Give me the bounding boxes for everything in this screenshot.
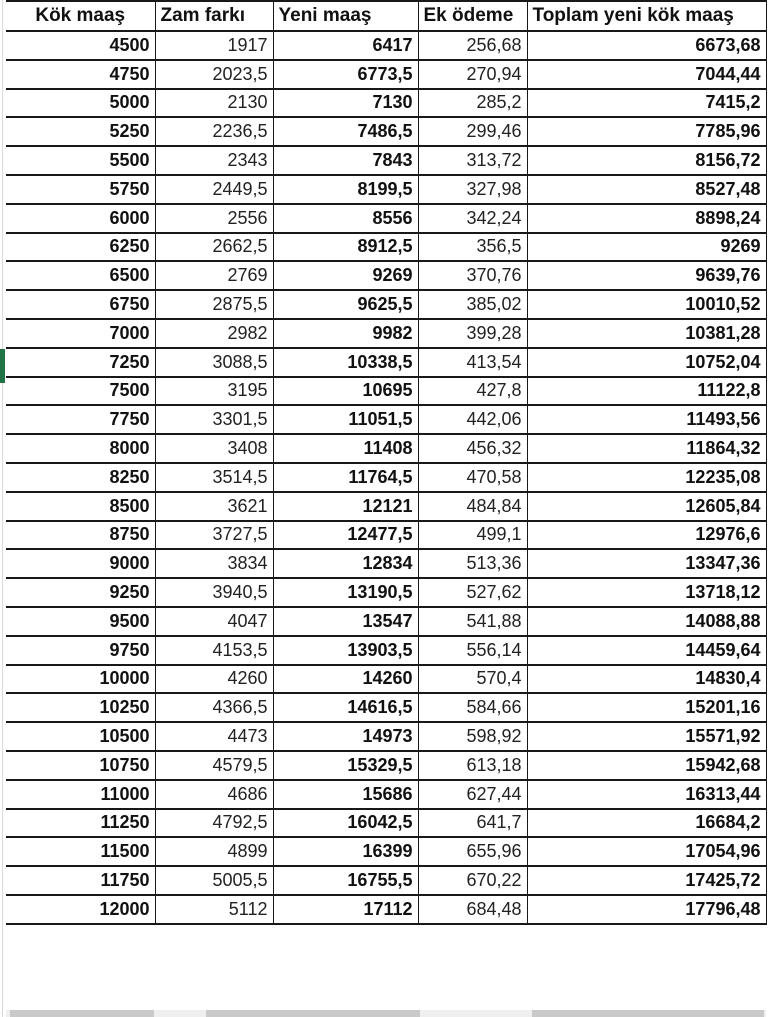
active-cell-selection-indicator (0, 349, 5, 383)
cell-yeni_maas[interactable]: 12834 (273, 549, 418, 578)
cell-zam_farki[interactable]: 2343 (155, 146, 273, 175)
cell-kok_maas[interactable]: 7750 (6, 405, 155, 434)
table-row (6, 463, 766, 492)
table-row (6, 722, 766, 751)
cell-ek_odeme[interactable]: 356,5 (418, 233, 527, 262)
cell-ek_odeme[interactable]: 456,32 (418, 434, 527, 463)
cell-yeni_maas[interactable]: 10695 (273, 377, 418, 406)
cell-kok_maas[interactable]: 8750 (6, 521, 155, 550)
next-row-cell-fragment (532, 1010, 764, 1017)
table-row (6, 809, 766, 838)
cell-ek_odeme[interactable]: 527,62 (418, 578, 527, 607)
cell-kok_maas[interactable]: 12000 (6, 895, 155, 924)
cell-kok_maas[interactable]: 6500 (6, 261, 155, 290)
cell-yeni_maas[interactable]: 6417 (273, 31, 418, 60)
cell-zam_farki[interactable]: 3408 (155, 434, 273, 463)
cell-toplam_yeni_kok[interactable]: 10752,04 (527, 348, 766, 377)
cell-zam_farki[interactable]: 3195 (155, 377, 273, 406)
cell-toplam_yeni_kok[interactable]: 11122,8 (527, 377, 766, 406)
cell-ek_odeme[interactable]: 484,84 (418, 492, 527, 521)
cell-yeni_maas[interactable]: 14616,5 (273, 693, 418, 722)
cell-toplam_yeni_kok[interactable]: 15942,68 (527, 751, 766, 780)
cell-yeni_maas[interactable]: 16755,5 (273, 866, 418, 895)
cell-yeni_maas[interactable]: 16399 (273, 837, 418, 866)
cell-yeni_maas[interactable]: 11051,5 (273, 405, 418, 434)
table-row (6, 60, 766, 89)
cell-kok_maas[interactable]: 9250 (6, 578, 155, 607)
cell-kok_maas[interactable]: 11000 (6, 780, 155, 809)
cell-toplam_yeni_kok[interactable]: 13347,36 (527, 549, 766, 578)
next-row-partial (6, 1010, 766, 1017)
cell-yeni_maas[interactable]: 14973 (273, 722, 418, 751)
cell-toplam_yeni_kok[interactable]: 12976,6 (527, 521, 766, 550)
cell-yeni_maas[interactable]: 13903,5 (273, 636, 418, 665)
left-gridline (2, 0, 3, 1017)
table-row (6, 117, 766, 146)
table-row (6, 146, 766, 175)
cell-yeni_maas[interactable]: 12477,5 (273, 521, 418, 550)
cell-ek_odeme[interactable]: 570,4 (418, 665, 527, 694)
cell-zam_farki[interactable]: 2662,5 (155, 233, 273, 262)
cell-ek_odeme[interactable]: 684,48 (418, 895, 527, 924)
cell-kok_maas[interactable]: 8500 (6, 492, 155, 521)
cell-zam_farki[interactable]: 2130 (155, 89, 273, 118)
cell-yeni_maas[interactable]: 17112 (273, 895, 418, 924)
cell-zam_farki[interactable]: 4473 (155, 722, 273, 751)
cell-ek_odeme[interactable]: 327,98 (418, 175, 527, 204)
cell-yeni_maas[interactable]: 8556 (273, 204, 418, 233)
cell-zam_farki[interactable]: 4153,5 (155, 636, 273, 665)
cell-ek_odeme[interactable]: 541,88 (418, 607, 527, 636)
cell-zam_farki[interactable]: 3301,5 (155, 405, 273, 434)
cell-toplam_yeni_kok[interactable]: 10381,28 (527, 319, 766, 348)
cell-yeni_maas[interactable]: 6773,5 (273, 60, 418, 89)
cell-kok_maas[interactable]: 10250 (6, 693, 155, 722)
table-row (6, 319, 766, 348)
table-row (6, 607, 766, 636)
cell-toplam_yeni_kok[interactable]: 8156,72 (527, 146, 766, 175)
cell-toplam_yeni_kok[interactable]: 14830,4 (527, 665, 766, 694)
cell-yeni_maas[interactable]: 9982 (273, 319, 418, 348)
table-row (6, 895, 766, 924)
cell-zam_farki[interactable]: 4899 (155, 837, 273, 866)
cell-kok_maas[interactable]: 5750 (6, 175, 155, 204)
table-row (6, 204, 766, 233)
cell-kok_maas[interactable]: 11500 (6, 837, 155, 866)
cell-zam_farki[interactable]: 3514,5 (155, 463, 273, 492)
cell-toplam_yeni_kok[interactable]: 9639,76 (527, 261, 766, 290)
cell-zam_farki[interactable]: 2236,5 (155, 117, 273, 146)
cell-ek_odeme[interactable]: 584,66 (418, 693, 527, 722)
cell-toplam_yeni_kok[interactable]: 15201,16 (527, 693, 766, 722)
cell-yeni_maas[interactable]: 13547 (273, 607, 418, 636)
cell-ek_odeme[interactable]: 427,8 (418, 377, 527, 406)
cell-ek_odeme[interactable]: 370,76 (418, 261, 527, 290)
cell-toplam_yeni_kok[interactable]: 12235,08 (527, 463, 766, 492)
cell-kok_maas[interactable]: 10000 (6, 665, 155, 694)
cell-yeni_maas[interactable]: 7843 (273, 146, 418, 175)
cell-kok_maas[interactable]: 6750 (6, 290, 155, 319)
cell-toplam_yeni_kok[interactable]: 16684,2 (527, 809, 766, 838)
table-row (6, 290, 766, 319)
cell-zam_farki[interactable]: 3834 (155, 549, 273, 578)
cell-yeni_maas[interactable]: 8199,5 (273, 175, 418, 204)
cell-yeni_maas[interactable]: 11764,5 (273, 463, 418, 492)
table-row (6, 89, 766, 118)
cell-kok_maas[interactable]: 4500 (6, 31, 155, 60)
cell-yeni_maas[interactable]: 9625,5 (273, 290, 418, 319)
cell-ek_odeme[interactable]: 270,94 (418, 60, 527, 89)
next-row-cell-fragment (206, 1010, 420, 1017)
cell-toplam_yeni_kok[interactable]: 10010,52 (527, 290, 766, 319)
cell-yeni_maas[interactable]: 16042,5 (273, 809, 418, 838)
cell-toplam_yeni_kok[interactable]: 17425,72 (527, 866, 766, 895)
cell-toplam_yeni_kok[interactable]: 17054,96 (527, 837, 766, 866)
cell-kok_maas[interactable]: 10500 (6, 722, 155, 751)
header-ek-odeme[interactable]: Ek ödeme (418, 1, 527, 31)
cell-kok_maas[interactable]: 9000 (6, 549, 155, 578)
cell-yeni_maas[interactable]: 15686 (273, 780, 418, 809)
cell-zam_farki[interactable]: 5005,5 (155, 866, 273, 895)
cell-zam_farki[interactable]: 4260 (155, 665, 273, 694)
cell-zam_farki[interactable]: 3727,5 (155, 521, 273, 550)
cell-toplam_yeni_kok[interactable]: 11864,32 (527, 434, 766, 463)
cell-ek_odeme[interactable]: 655,96 (418, 837, 527, 866)
cell-zam_farki[interactable]: 3940,5 (155, 578, 273, 607)
table-row (6, 492, 766, 521)
table-row (6, 405, 766, 434)
cell-toplam_yeni_kok[interactable]: 7415,2 (527, 89, 766, 118)
cell-ek_odeme[interactable]: 399,28 (418, 319, 527, 348)
table-row (6, 751, 766, 780)
cell-kok_maas[interactable]: 8250 (6, 463, 155, 492)
table-row (6, 866, 766, 895)
cell-zam_farki[interactable]: 4686 (155, 780, 273, 809)
cell-ek_odeme[interactable]: 299,46 (418, 117, 527, 146)
table-row (6, 665, 766, 694)
cell-toplam_yeni_kok[interactable]: 17796,48 (527, 895, 766, 924)
cell-ek_odeme[interactable]: 641,7 (418, 809, 527, 838)
cell-yeni_maas[interactable]: 14260 (273, 665, 418, 694)
cell-toplam_yeni_kok[interactable]: 12605,84 (527, 492, 766, 521)
table-row (6, 377, 766, 406)
cell-toplam_yeni_kok[interactable]: 9269 (527, 233, 766, 262)
cell-yeni_maas[interactable]: 12121 (273, 492, 418, 521)
cell-kok_maas[interactable]: 6000 (6, 204, 155, 233)
table-row (6, 549, 766, 578)
cell-toplam_yeni_kok[interactable]: 13718,12 (527, 578, 766, 607)
cell-zam_farki[interactable]: 3088,5 (155, 348, 273, 377)
cell-kok_maas[interactable]: 5250 (6, 117, 155, 146)
header-row (6, 1, 766, 31)
header-zam-farki[interactable]: Zam farkı (155, 1, 273, 31)
cell-toplam_yeni_kok[interactable]: 7044,44 (527, 60, 766, 89)
header-yeni-maas[interactable]: Yeni maaş (273, 1, 418, 31)
cell-kok_maas[interactable]: 5500 (6, 146, 155, 175)
cell-zam_farki[interactable]: 2023,5 (155, 60, 273, 89)
cell-yeni_maas[interactable]: 7130 (273, 89, 418, 118)
header-kok-maas[interactable]: Kök maaş (6, 1, 155, 31)
cell-zam_farki[interactable]: 2875,5 (155, 290, 273, 319)
cell-ek_odeme[interactable]: 470,58 (418, 463, 527, 492)
cell-zam_farki[interactable]: 5112 (155, 895, 273, 924)
cell-yeni_maas[interactable]: 7486,5 (273, 117, 418, 146)
cell-toplam_yeni_kok[interactable]: 15571,92 (527, 722, 766, 751)
cell-toplam_yeni_kok[interactable]: 16313,44 (527, 780, 766, 809)
cell-toplam_yeni_kok[interactable]: 14459,64 (527, 636, 766, 665)
cell-ek_odeme[interactable]: 342,24 (418, 204, 527, 233)
cell-toplam_yeni_kok[interactable]: 7785,96 (527, 117, 766, 146)
cell-kok_maas[interactable]: 7250 (6, 348, 155, 377)
cell-ek_odeme[interactable]: 385,02 (418, 290, 527, 319)
cell-zam_farki[interactable]: 3621 (155, 492, 273, 521)
cell-kok_maas[interactable]: 7000 (6, 319, 155, 348)
cell-kok_maas[interactable]: 10750 (6, 751, 155, 780)
cell-kok_maas[interactable]: 8000 (6, 434, 155, 463)
cell-ek_odeme[interactable]: 613,18 (418, 751, 527, 780)
table-row (6, 693, 766, 722)
cell-ek_odeme[interactable]: 627,44 (418, 780, 527, 809)
cell-zam_farki[interactable]: 4579,5 (155, 751, 273, 780)
cell-ek_odeme[interactable]: 556,14 (418, 636, 527, 665)
table-row (6, 261, 766, 290)
table-row (6, 175, 766, 204)
cell-zam_farki[interactable]: 1917 (155, 31, 273, 60)
cell-kok_maas[interactable]: 11250 (6, 809, 155, 838)
cell-kok_maas[interactable]: 5000 (6, 89, 155, 118)
cell-yeni_maas[interactable]: 13190,5 (273, 578, 418, 607)
cell-ek_odeme[interactable]: 670,22 (418, 866, 527, 895)
salary-raise-table (6, 0, 767, 925)
table-row (6, 233, 766, 262)
header-toplam-yeni-kok[interactable]: Toplam yeni kök maaş (527, 1, 766, 31)
cell-zam_farki[interactable]: 4792,5 (155, 809, 273, 838)
table-row (6, 348, 766, 377)
cell-kok_maas[interactable]: 6250 (6, 233, 155, 262)
cell-ek_odeme[interactable]: 442,06 (418, 405, 527, 434)
table-row (6, 780, 766, 809)
table-row (6, 837, 766, 866)
cell-kok_maas[interactable]: 9500 (6, 607, 155, 636)
table-row (6, 434, 766, 463)
cell-ek_odeme[interactable]: 598,92 (418, 722, 527, 751)
table-row (6, 521, 766, 550)
cell-kok_maas[interactable]: 9750 (6, 636, 155, 665)
cell-toplam_yeni_kok[interactable]: 6673,68 (527, 31, 766, 60)
cell-toplam_yeni_kok[interactable]: 14088,88 (527, 607, 766, 636)
cell-yeni_maas[interactable]: 15329,5 (273, 751, 418, 780)
table-row (6, 31, 766, 60)
cell-ek_odeme[interactable]: 413,54 (418, 348, 527, 377)
cell-zam_farki[interactable]: 2556 (155, 204, 273, 233)
cell-ek_odeme[interactable]: 256,68 (418, 31, 527, 60)
table-row (6, 578, 766, 607)
cell-toplam_yeni_kok[interactable]: 8527,48 (527, 175, 766, 204)
cell-zam_farki[interactable]: 4366,5 (155, 693, 273, 722)
cell-kok_maas[interactable]: 11750 (6, 866, 155, 895)
cell-ek_odeme[interactable]: 513,36 (418, 549, 527, 578)
cell-yeni_maas[interactable]: 11408 (273, 434, 418, 463)
cell-ek_odeme[interactable]: 313,72 (418, 146, 527, 175)
cell-yeni_maas[interactable]: 8912,5 (273, 233, 418, 262)
cell-yeni_maas[interactable]: 10338,5 (273, 348, 418, 377)
cell-ek_odeme[interactable]: 499,1 (418, 521, 527, 550)
table-row (6, 636, 766, 665)
cell-yeni_maas[interactable]: 9269 (273, 261, 418, 290)
cell-kok_maas[interactable]: 7500 (6, 377, 155, 406)
cell-zam_farki[interactable]: 2982 (155, 319, 273, 348)
cell-kok_maas[interactable]: 4750 (6, 60, 155, 89)
cell-zam_farki[interactable]: 4047 (155, 607, 273, 636)
cell-zam_farki[interactable]: 2769 (155, 261, 273, 290)
cell-toplam_yeni_kok[interactable]: 8898,24 (527, 204, 766, 233)
cell-ek_odeme[interactable]: 285,2 (418, 89, 527, 118)
cell-toplam_yeni_kok[interactable]: 11493,56 (527, 405, 766, 434)
next-row-cell-fragment (10, 1010, 154, 1017)
cell-zam_farki[interactable]: 2449,5 (155, 175, 273, 204)
